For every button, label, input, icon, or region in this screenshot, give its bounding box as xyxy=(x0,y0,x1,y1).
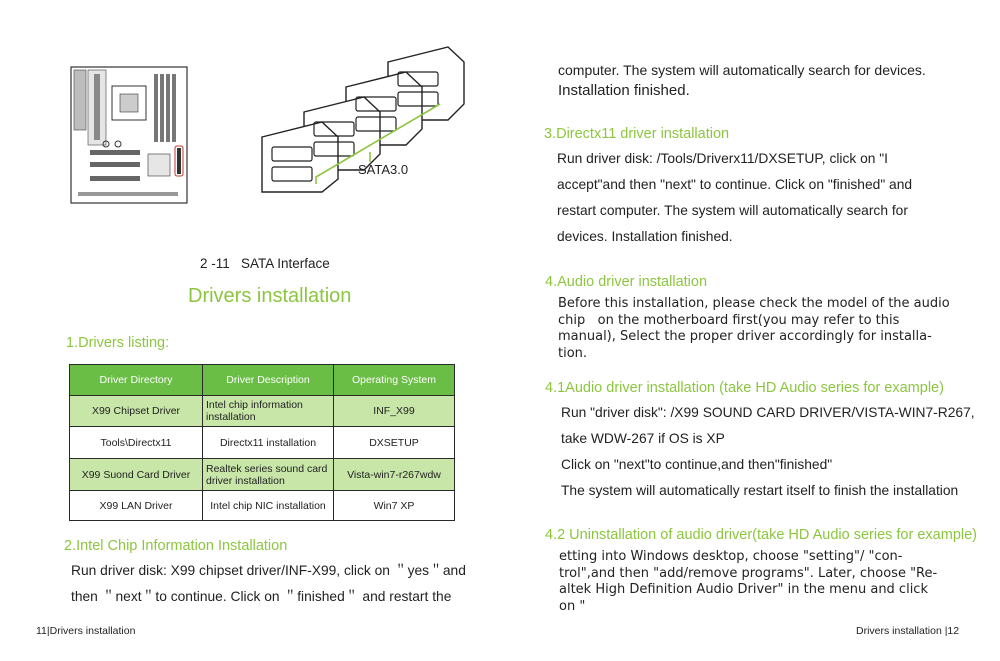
right-page-footer: Drivers installation |12 xyxy=(856,625,960,637)
section42-line: altek High Definition Audio Driver" in the menu and click xyxy=(559,582,928,597)
section42-body xyxy=(559,549,979,615)
figure-caption: 2 -11 SATA Interface xyxy=(200,256,330,271)
section2-body xyxy=(71,558,491,610)
table-row xyxy=(70,396,455,427)
section4-line: chip on the motherboard first(you may refer to this xyxy=(558,312,900,328)
table-cell: Tools\Directx11 xyxy=(70,427,203,459)
table-cell: Intel chip NIC installation xyxy=(203,491,334,521)
section42-line: trol",and then "add/remove programs". Later, choose "Re- xyxy=(559,565,938,581)
header-driver-directory: Driver Directory xyxy=(70,365,203,396)
section4-title: 4.Audio driver installation xyxy=(545,274,708,290)
section4-line: Before this installation, please check the model of the audio xyxy=(558,296,950,311)
section3-title: 3.Directx11 driver installation xyxy=(544,126,730,142)
table-cell: Realtek series sound card driver installation xyxy=(203,459,334,491)
section1-title: 1.Drivers listing: xyxy=(66,335,170,351)
table-row xyxy=(70,491,455,521)
section41-title: 4.1Audio driver installation (take HD Audio series for example) xyxy=(545,380,944,396)
table-row xyxy=(70,459,455,491)
section42-line: etting into Windows desktop, choose "setting"/ "con- xyxy=(559,549,903,564)
section3-line: accept"and then "next" to continue. Click on "finished" and xyxy=(557,177,913,192)
section2-line: then ＂next＂to continue. Click on ＂finished＂ and restart the xyxy=(71,589,452,604)
table-cell: X99 LAN Driver xyxy=(70,491,203,521)
motherboard-illustration xyxy=(68,64,190,206)
section41-line: Click on "next"to continue,and then"finished" xyxy=(561,457,833,472)
section41-body xyxy=(561,400,991,504)
right-intro xyxy=(558,60,926,102)
section3-body xyxy=(557,146,977,250)
table-cell: Vista-win7-r267wdw xyxy=(334,459,455,491)
section42-title: 4.2 Uninstallation of audio driver(take HD Audio series for example) xyxy=(545,527,977,543)
header-driver-description: Driver Description xyxy=(203,365,334,396)
section3-line: devices. Installation finished. xyxy=(557,229,733,244)
section42-line: on " xyxy=(559,598,586,614)
table-row xyxy=(70,427,455,459)
intro-line: computer. The system will automatically search for devices. xyxy=(558,62,926,78)
table-cell: X99 Suond Card Driver xyxy=(70,459,203,491)
section4-body xyxy=(558,296,978,362)
section2-line: Run driver disk: X99 chipset driver/INF-X99, click on ＂yes＂and xyxy=(71,563,466,578)
table-cell: DXSETUP xyxy=(334,427,455,459)
drivers-table xyxy=(69,364,455,521)
intro-line: Installation finished. xyxy=(558,82,690,99)
section41-line: Run "driver disk": /X99 SOUND CARD DRIVER/VISTA-WIN7-R267, xyxy=(561,405,975,420)
table-header-row xyxy=(70,365,455,396)
main-title: Drivers installation xyxy=(188,285,352,307)
section41-line: take WDW-267 if OS is XP xyxy=(561,431,725,446)
header-operating-system: Operating System xyxy=(334,365,455,396)
table-cell: INF_X99 xyxy=(334,396,455,427)
table-cell: X99 Chipset Driver xyxy=(70,396,203,427)
section4-line: tion. xyxy=(558,345,588,361)
table-cell: Intel chip information installation xyxy=(203,396,334,427)
section2-title: 2.Intel Chip Information Installation xyxy=(64,538,288,554)
sata-label: SATA3.0 xyxy=(358,162,409,177)
section41-line: The system will automatically restart itself to finish the installation xyxy=(561,483,959,498)
section3-line: restart computer. The system will automatically search for xyxy=(557,203,908,218)
section4-line: manual), Select the proper driver accordingly for installa- xyxy=(558,329,932,344)
section3-line: Run driver disk: /Tools/Driverx11/DXSETUP, click on "I xyxy=(557,151,889,166)
table-cell: Directx11 installation xyxy=(203,427,334,459)
left-page-footer: 11|Drivers installation xyxy=(36,625,136,637)
table-cell: Win7 XP xyxy=(334,491,455,521)
